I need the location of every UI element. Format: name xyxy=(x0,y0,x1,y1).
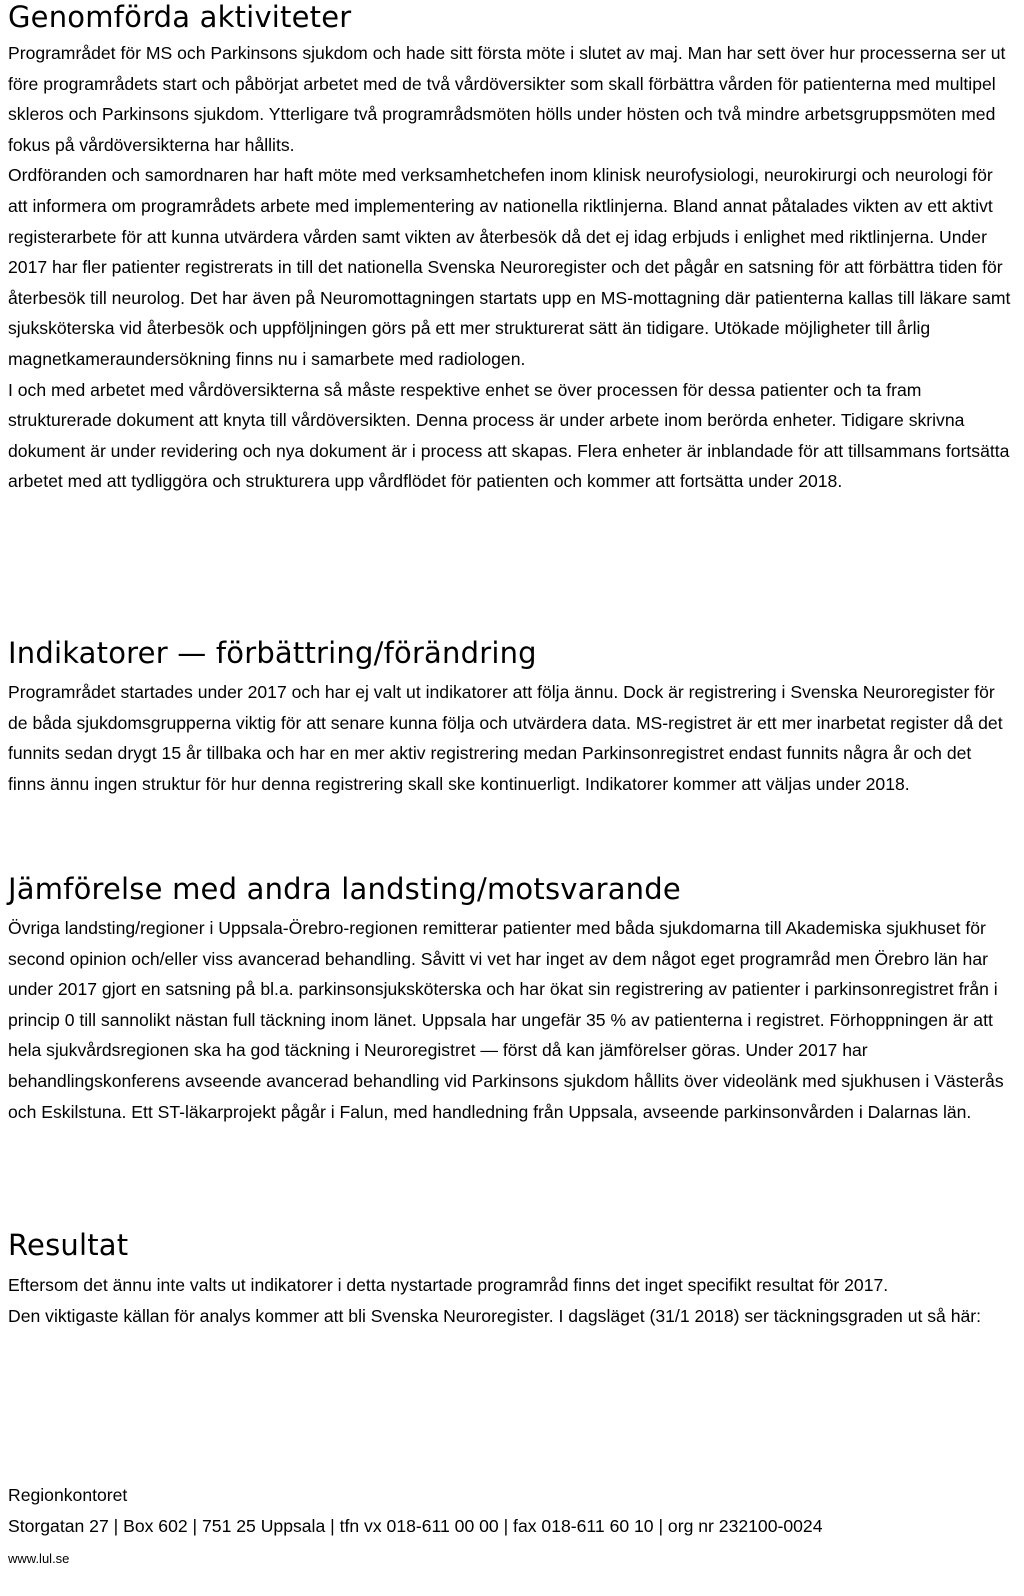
heading-jamforelse: Jämförelse med andra landsting/motsvarande xyxy=(8,872,681,906)
heading-resultat: Resultat xyxy=(8,1228,129,1262)
heading-indikatorer: Indikatorer — förbättring/förändring xyxy=(8,636,537,670)
paragraph: Programrådet för MS och Parkinsons sjukdom och hade sitt första möte i slutet av maj. Man har sett över hur processerna ser ut före programrådets start och påbörjat arbetet med de två vårdöversikter som skall förbättra vården för patienterna med multipel skleros och Parkinsons sjukdom. Ytterligare två programrådsmöten hölls under hösten och två mindre arbetsgruppsmöten med fokus på vårdöversikterna har hållits. xyxy=(8,43,1006,155)
section-resultat xyxy=(8,1270,981,1331)
paragraph: Den viktigaste källan för analys kommer att bli Svenska Neuroregister. I dagsläget (31/1 2018) ser täckningsgraden ut så här: xyxy=(8,1305,982,1326)
page-footer xyxy=(8,1480,823,1569)
paragraph: I och med arbetet med vårdöversikterna så måste respektive enhet se över processen för dessa patienter och ta fram strukturerade dokument att knyta till vårdöversikten. Denna process är under arbete inom berörda enheter. Tidigare skrivna dokument är under revidering och nya dokument är i process att skapas. Flera enheter är inblandade för att tillsammans fortsätta arbetet med att tydliggöra och strukturera upp vårdflödet för patienten och kommer att fortsätta under 2018. xyxy=(8,379,1010,492)
section-genomforda-aktiviteter xyxy=(8,38,1012,497)
footer-address: Storgatan 27 | Box 602 | 751 25 Uppsala | tfn vx 018-611 00 00 | fax 018-611 60 10 | org nr 232100-0024 xyxy=(8,1516,823,1536)
footer-org: Regionkontoret xyxy=(8,1485,128,1505)
section-jamforelse xyxy=(8,913,1012,1127)
paragraph: Ordföranden och samordnaren har haft möte med verksamhetchefen inom klinisk neurofysiologi, neurokirurgi och neurologi för att informera om programrådets arbete med implementering av nationella riktlinjerna. Bland annat påtalades vikten av ett aktivt registerarbete för att kunna utvärdera vården samt vikten av återbesök då det ej idag erbjuds i enlighet med riktlinjerna. Under 2017 har fler patienter registrerats in till det nationella Svenska Neuroregister och det pågår en satsning för att förbättra tiden för återbesök till neurolog. Det har även på Neuromottagningen startats upp en MS-mottagning där patienterna kallas till läkare samt sjuksköterska vid återbesök och uppföljningen görs på ett mer strukturerat sätt än tidigare. Utökade möjligheter till årlig magnetkameraundersökning finns nu i samarbete med radiologen. xyxy=(8,165,1011,369)
section-indikatorer xyxy=(8,677,1012,799)
heading-genomforda-aktiviteter: Genomförda aktiviteter xyxy=(8,0,352,34)
paragraph: Eftersom det ännu inte valts ut indikatorer i detta nystartade programråd finns det inget specifikt resultat för 2017. xyxy=(8,1275,889,1295)
paragraph: Övriga landsting/regioner i Uppsala-Örebro-regionen remitterar patienter med båda sjukdomarna till Akademiska sjukhuset för second opinion och/eller viss avancerad behandling. Såvitt vi vet har inget av dem något eget programråd men Örebro län har under 2017 gjort en satsning på bl.a. parkinsonsjuksköterska och har ökat sin registrering av patienter i parkinsonregistret från i princip 0 till sannolikt nästan full täckning inom länet. Uppsala har ungefär 35 % av patienterna i registret. Förhoppningen är att hela sjukvårdsregionen ska ha god täckning i Neuroregistret — först då kan jämförelser göras. Under 2017 har behandlingskonferens avseende avancerad behandling vid Parkinsons sjukdom hållits över videolänk med sjukhusen i Västerås och Eskilstuna. Ett ST-läkarprojekt pågår i Falun, med handledning från Uppsala, avseende parkinsonvården i Dalarnas län. xyxy=(8,918,1004,1122)
paragraph: Programrådet startades under 2017 och har ej valt ut indikatorer att följa ännu. Dock är registrering i Svenska Neuroregister för de båda sjukdomsgrupperna viktig för att senare kunna följa och utvärdera data. MS-registret är ett mer inarbetat register då det funnits sedan drygt 15 år tillbaka och har en mer aktiv registrering medan Parkinsonregistret endast funnits några år och det finns ännu ingen struktur för hur denna registrering skall ske kontinuerligt. Indikatorer kommer att väljas under 2018. xyxy=(8,682,1003,794)
footer-url: www.lul.se xyxy=(8,1551,70,1566)
